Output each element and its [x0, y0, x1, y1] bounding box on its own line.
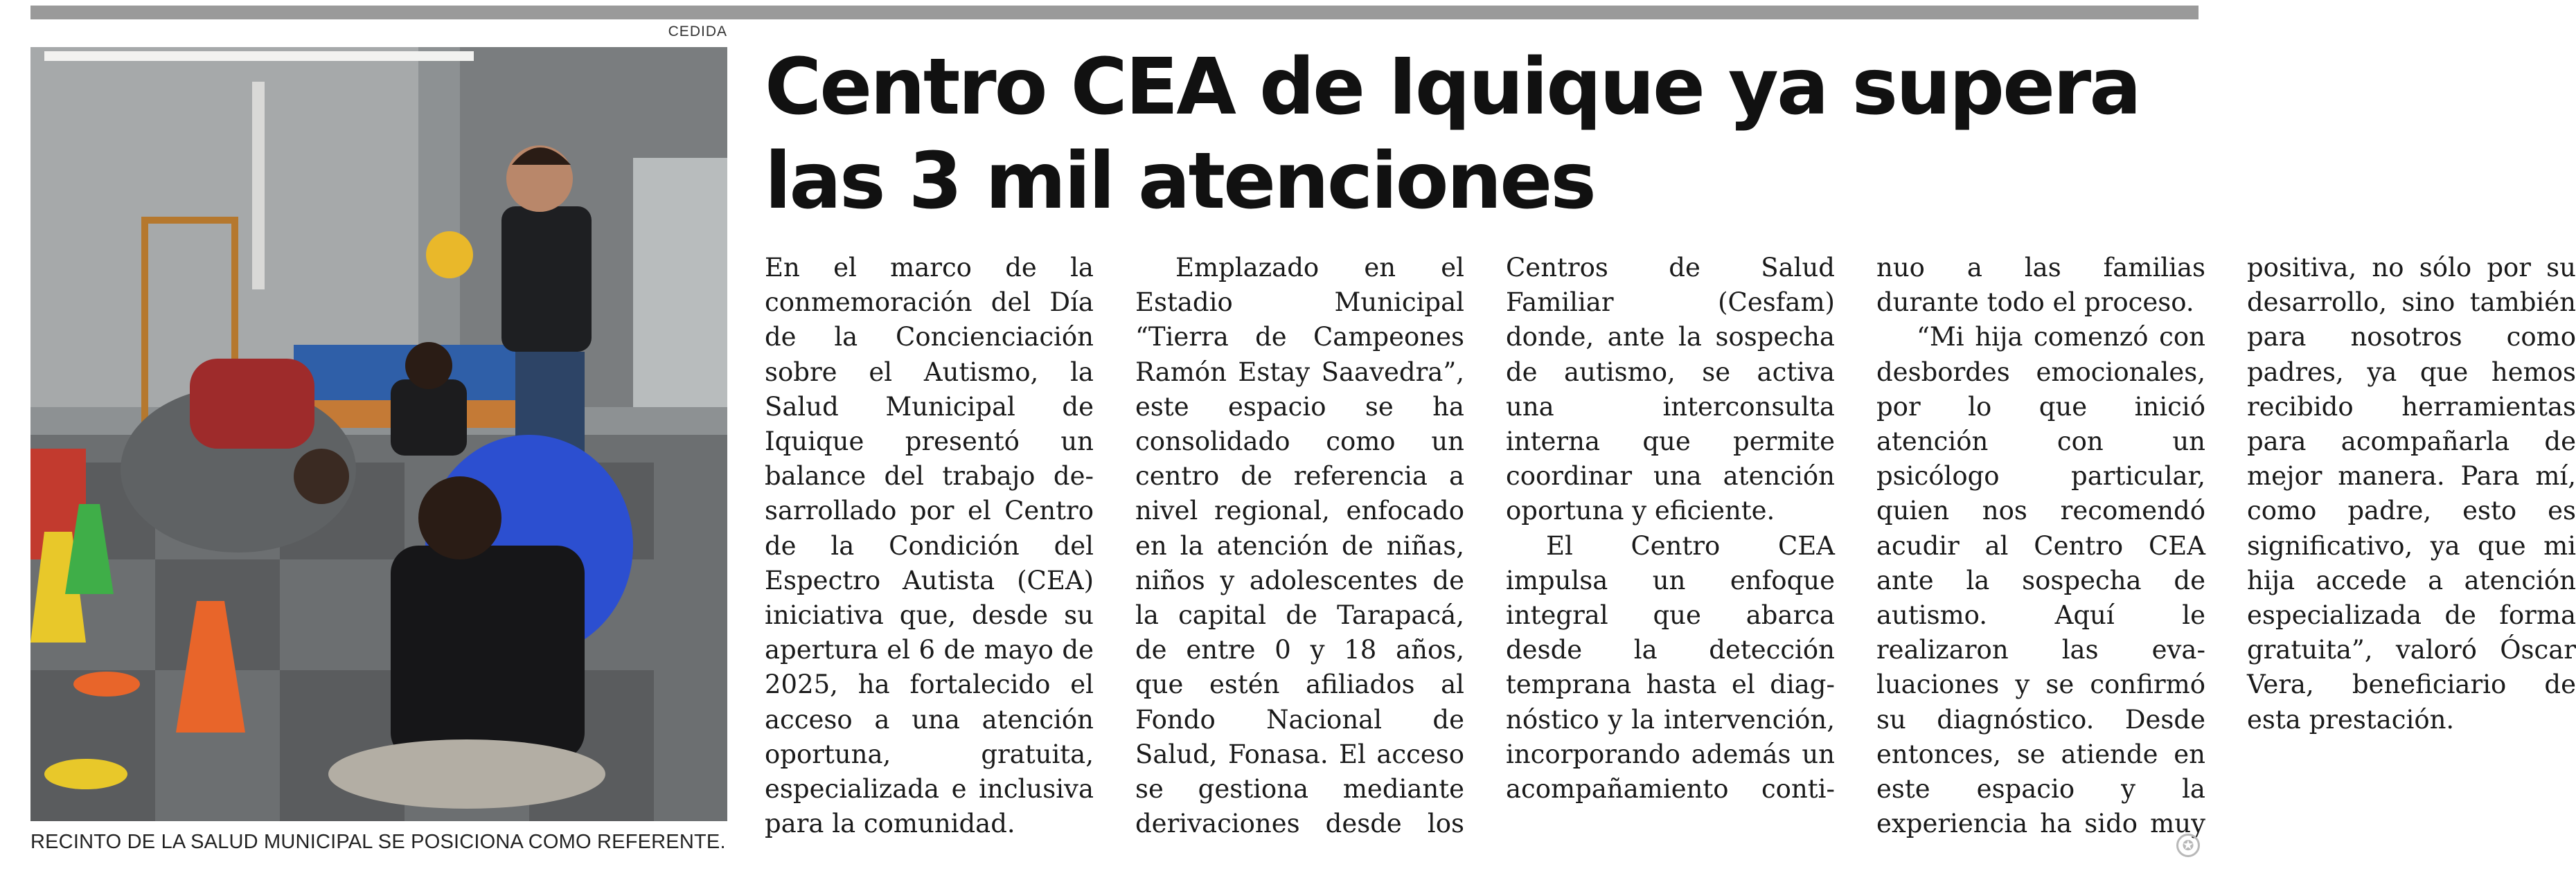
body-paragraph-1: En el marco de la conmemoración del Día de la Concienciación sobre el Autismo, la Salud Municipal de Iquique presentó un balance del trabajo desarrollado por el Centro de la Condición del Espectro Autista (CEA) iniciativa que, desde su apertura el 6 de mayo de 2025, ha fortalecido el acceso a una atención oportuna, gratuita, especializada e inclusiva para la comunidad. — [765, 253, 1094, 839]
photo-caption: RECINTO DE LA SALUD MUNICIPAL SE POSICIONA COMO REFERENTE. — [30, 831, 726, 853]
body-paragraph-2: Emplazado en el Estadio Municipal “Tierra de Campeones Ramón Estay Saavedra”, este espacio se ha consolidado como un centro de referencia a nivel regional, enfocado en la atención de niñas, niños y adolescentes de la capital de Tarapacá, de entre 0 y 18 años, que estén afiliados al Fondo Nacional de Salud, Fonasa. El acceso se gestiona mediante derivaciones desde los Centros de Salud Familiar (Cesfam) donde, ante la sospecha de autismo, se activa una interconsulta interna que permite coordinar una atención oportuna y eficiente. — [1135, 253, 1835, 839]
top-rule — [30, 6, 2199, 19]
photo-credit: CEDIDA — [668, 24, 727, 39]
body-paragraph-4: “Mi hija comenzó con desbordes emocionales, por lo que inició atención con un psicólogo particular, quien nos recomendó acudir al Centro CEA ante la sospecha de autismo. Aquí le realizaron las evaluaciones y se confirmó su diagnóstico. Desde entonces, se atiende en este espacio y la experiencia ha sido muy positiva, no sólo por su desarrollo, sino también para nosotros como padres, ya que hemos recibido herramientas para acompañarla de mejor manera. Para mí, como padre, esto es significativo, ya que mi hija accede a atención especializada de forma gratuita”, valoró Óscar Vera, beneficiario de esta prestación. — [1876, 253, 2576, 839]
article-photo — [30, 47, 727, 821]
article-headline: Centro CEA de Iquique ya supera las 3 mil atenciones — [765, 42, 2140, 226]
article-body — [765, 251, 2576, 860]
end-of-article-icon: ✪ — [2176, 834, 2200, 857]
body-paragraph-3: El Centro CEA impulsa un enfoque integral que abarca desde la detección temprana hasta el diagnóstico y la intervención, incorporando además un acompañamiento continuo a las familias durante todo el proceso. — [1506, 253, 2205, 805]
